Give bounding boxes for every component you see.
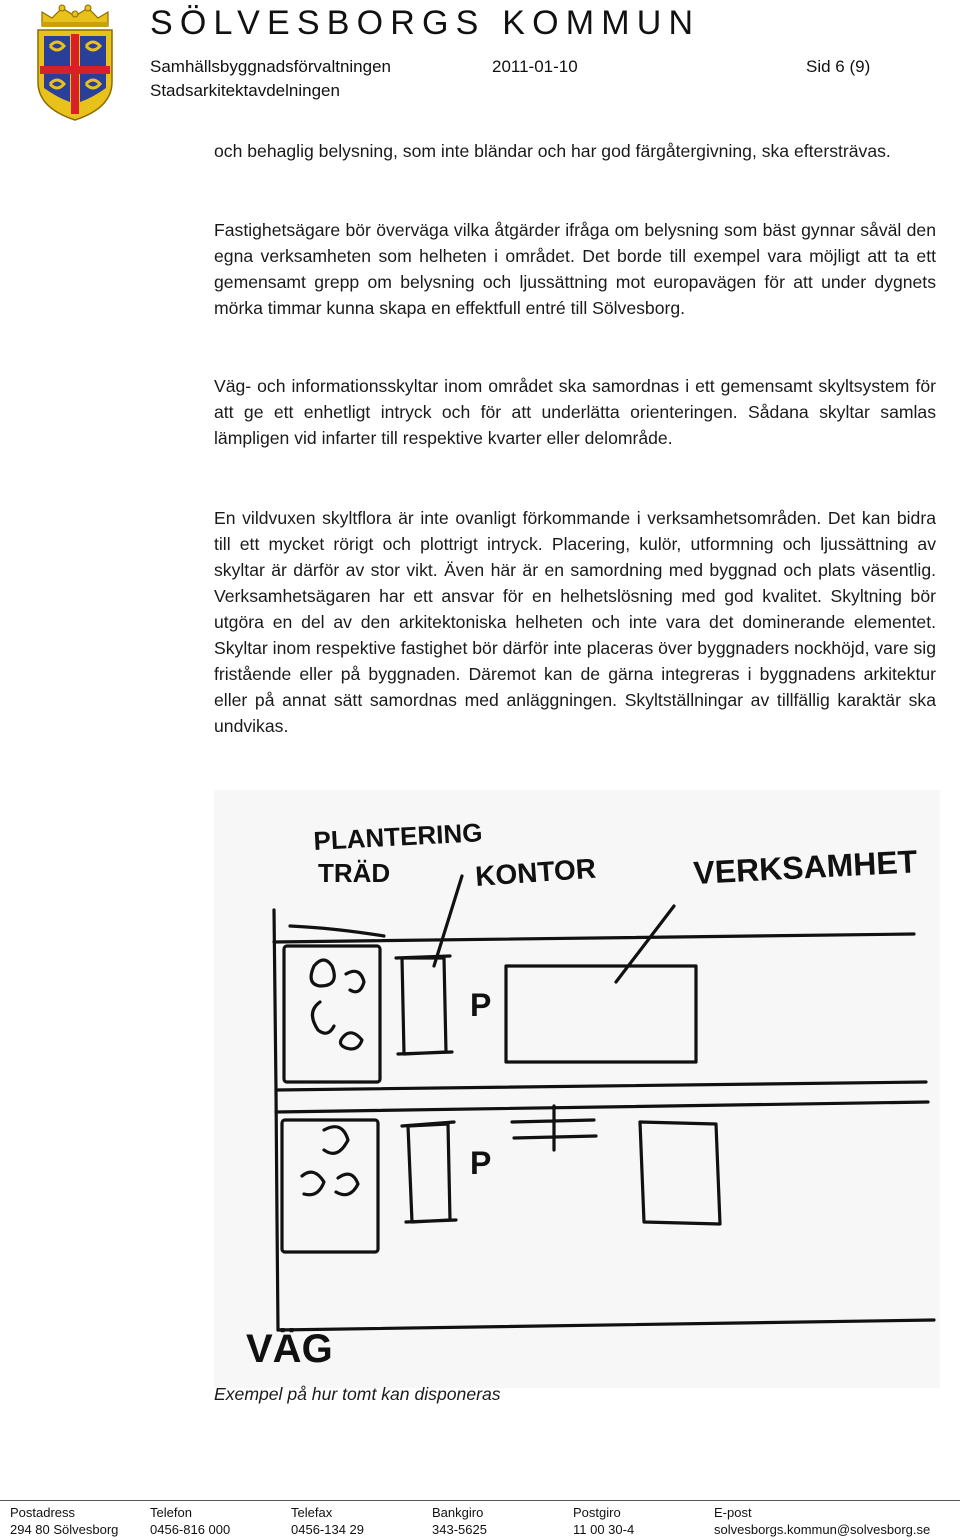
crown-icon	[42, 5, 108, 27]
footer-label: Bankgiro	[432, 1505, 484, 1520]
organization-name: SÖLVESBORGS KOMMUN	[150, 4, 701, 42]
leader-line-plantering	[290, 926, 384, 936]
sketch-label-kontor: KONTOR	[474, 852, 597, 892]
road-edge-line	[278, 1320, 934, 1330]
header-page-number: Sid 6 (9)	[806, 57, 871, 76]
shield-icon	[38, 30, 112, 120]
footer-label: E-post	[714, 1505, 752, 1520]
site-plan-sketch	[214, 790, 940, 1388]
footer-label: Telefax	[291, 1505, 333, 1520]
footer-postgiro	[573, 1504, 634, 1538]
footer-telefax	[291, 1504, 364, 1538]
plot-boundary-line	[274, 910, 278, 1330]
footer-value: 343-5625	[432, 1522, 487, 1537]
footer-label: Telefon	[150, 1505, 192, 1520]
tree-scribble-5	[324, 1127, 348, 1154]
verksamhet-building-top	[506, 966, 696, 1062]
footer-divider	[0, 1500, 960, 1501]
footer-label: Postgiro	[573, 1505, 621, 1520]
footer-value: 294 80 Sölvesborg	[10, 1522, 119, 1537]
sketch-label-plantering: PLANTERING	[312, 817, 484, 856]
sketch-label-trad: TRÄD	[318, 858, 391, 888]
footer-postadress	[10, 1504, 118, 1538]
paragraph-signage-system: Väg- och informationsskyltar inom området ska samordnas i ett gemensamt skyltsystem för att ge ett enhetligt intryck och för att underlätta orienteringen. Sådana skyltar samlas lämpligen vid infarter till respektive kvarter eller delområde.	[214, 376, 936, 448]
header-date: 2011-01-10	[492, 57, 578, 76]
footer-bankgiro	[432, 1504, 487, 1538]
footer-value: 0456-134 29	[291, 1522, 365, 1537]
planting-bed-bottom	[282, 1120, 378, 1252]
paragraph-lighting-end: och behaglig belysning, som inte bländar och har god färgåtergivning, ska eftersträvas.	[214, 141, 891, 161]
plot-line-lower	[276, 1102, 928, 1112]
footer-value: 11 00 30-4	[573, 1522, 635, 1537]
sketch-label-parking-bottom: P	[470, 1145, 492, 1181]
tree-scribble-6	[336, 1174, 358, 1195]
paragraph-sign-clutter: En vildvuxen skyltflora är inte ovanligt förkommande i verksamhetsområden. Det kan bidra till ett mycket rörigt och plottrigt intryck. Placering, kulör, utformning och ljussättning av skyltar är därför av stor vikt. Även här är en samordning med byggnad och plats väsentlig. Verksamhetsägaren har ett ansvar för en helhetslösning med god kvalitet. Skyltning bör utgöra en del av den arkitektoniska helheten och inte vara det dominerande elementet. Skyltar inom respektive fastighet bör därför inte placeras över byggnaders nockhöjd, vare sig fristående eller på byggnaden. Däremot kan de gärna integreras i byggnadens arkitektur eller på annat sätt samordnas med anläggningen. Skyltställningar av tillfällig karaktär ska undvikas.	[214, 508, 936, 736]
header-department: Samhällsbyggnadsförvaltningen	[150, 57, 391, 76]
tree-scribble-7	[302, 1172, 324, 1195]
tree-scribble-3	[312, 1002, 334, 1033]
sketch-label-vag: VÄG	[246, 1327, 333, 1371]
footer-telefon	[150, 1504, 230, 1538]
parking-area-bottom	[402, 1122, 456, 1222]
footer-value[interactable]: solvesborgs.kommun@solvesborg.se	[714, 1522, 931, 1537]
leader-line-kontor	[434, 876, 462, 966]
leader-line-verksamhet	[616, 906, 674, 982]
tree-scribble-2	[346, 971, 364, 991]
kontor-building-bottom	[512, 1106, 596, 1150]
sketch-label-parking-top: P	[470, 987, 492, 1023]
figure-caption: Exempel på hur tomt kan disponeras	[214, 1384, 501, 1404]
verksamhet-building-bottom	[640, 1122, 720, 1224]
tree-scribble-1	[311, 960, 334, 986]
footer-epost	[714, 1504, 930, 1538]
footer-label: Postadress	[10, 1505, 76, 1520]
sketch-label-verksamhet: VERKSAMHET	[692, 843, 919, 891]
paragraph-lighting-owners: Fastighetsägare bör överväga vilka åtgärder ifråga om belysning som bäst gynnar såväl den egna verksamheten som helheten i området. Det borde till exempel vara möjligt att ta ett gemensamt grepp om belysning och ljussättning mot europavägen för att under dygnets mörka timmar kunna skapa en effektfull entré till Sölvesborg.	[214, 220, 936, 318]
header-subdepartment: Stadsarkitektavdelningen	[150, 81, 340, 100]
footer-value: 0456-816 000	[150, 1522, 231, 1537]
parking-area-top	[396, 956, 452, 1054]
tree-scribble-4	[340, 1033, 362, 1049]
coat-of-arms-logo	[34, 4, 116, 122]
